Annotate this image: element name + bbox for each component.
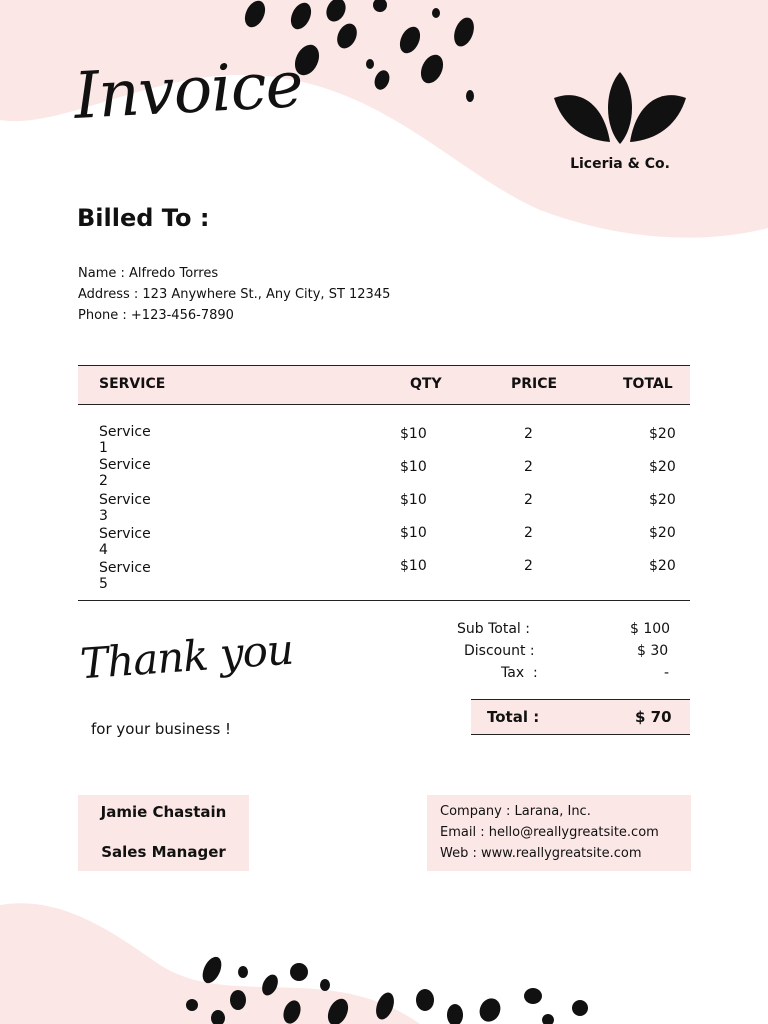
invoice-title: Invoice [72, 48, 305, 134]
row-price: 2 [524, 459, 533, 475]
total-row [471, 699, 690, 735]
table-header [78, 365, 690, 405]
contact-email[interactable]: Email : hello@reallygreatsite.com [440, 825, 659, 840]
row-qty: $10 [400, 525, 427, 541]
row-price: 2 [524, 525, 533, 541]
contact-card [427, 795, 691, 871]
contact-company: Company : Larana, Inc. [440, 804, 591, 819]
billed-phone: Phone : +123-456-7890 [78, 308, 234, 323]
billed-name: Name : Alfredo Torres [78, 266, 219, 281]
subtotal-label: Sub Total : [457, 621, 530, 637]
row-service: Service 1 [99, 424, 151, 456]
contact-web[interactable]: Web : www.reallygreatsite.com [440, 846, 642, 861]
header-price: PRICE [511, 376, 558, 392]
row-qty: $10 [400, 492, 427, 508]
thank-you-script: Thank you [78, 624, 295, 689]
billed-to-heading: Billed To : [77, 204, 210, 232]
total-label: Total : [487, 708, 540, 726]
row-total: $20 [649, 459, 676, 475]
tax-label: Tax : [501, 665, 538, 681]
subtotal-value: $ 100 [630, 621, 671, 637]
lotus-icon [552, 70, 688, 146]
row-total: $20 [649, 426, 676, 442]
header-service: SERVICE [99, 376, 166, 392]
discount-value: $ 30 [637, 643, 669, 659]
row-price: 2 [524, 492, 533, 508]
header-total: TOTAL [623, 376, 673, 392]
row-qty: $10 [400, 558, 427, 574]
signatory-role: Sales Manager [101, 843, 226, 861]
row-service: Service 2 [99, 457, 151, 489]
row-qty: $10 [400, 459, 427, 475]
row-total: $20 [649, 525, 676, 541]
row-service: Service 4 [99, 526, 151, 558]
signature-card [78, 795, 249, 871]
row-price: 2 [524, 558, 533, 574]
total-value: $ 70 [635, 708, 672, 726]
brand-logo [550, 70, 690, 172]
row-service: Service 5 [99, 560, 151, 592]
tax-value: - [664, 665, 670, 681]
brand-name: Liceria & Co. [570, 156, 670, 172]
signatory-name: Jamie Chastain [100, 803, 227, 821]
discount-label: Discount : [464, 643, 535, 659]
row-price: 2 [524, 426, 533, 442]
header-qty: QTY [410, 376, 442, 392]
billed-address: Address : 123 Anywhere St., Any City, ST 12345 [78, 287, 391, 302]
row-total: $20 [649, 492, 676, 508]
table-divider [78, 600, 690, 601]
row-total: $20 [649, 558, 676, 574]
row-service: Service 3 [99, 492, 151, 524]
thank-you-subtext: for your business ! [91, 720, 232, 738]
row-qty: $10 [400, 426, 427, 442]
